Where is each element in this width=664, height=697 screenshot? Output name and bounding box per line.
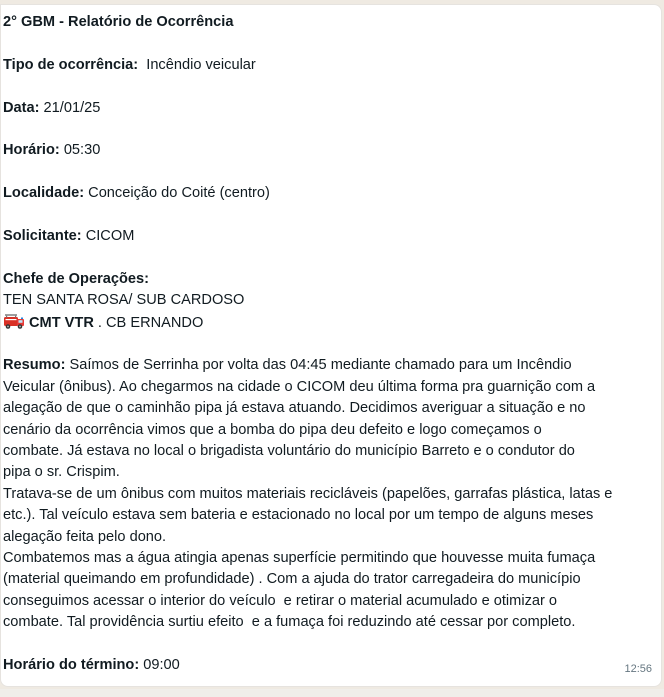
resumo-line: conseguimos acessar o interior do veículo e retirar o material acumulado e otimizar o [3, 592, 558, 609]
field-value: Incêndio veicular [138, 56, 256, 73]
resumo-line: combate. Tal providência surtiu efeito e a fumaça foi reduzindo até cessar por completo. [3, 614, 576, 631]
field-localidade [3, 183, 653, 204]
field-tipo [3, 55, 653, 76]
resumo-line: alegação de que o caminhão pipa já estava atuando. Decidimos averiguar a situação e no [3, 400, 586, 417]
field-label: Data: [3, 99, 40, 116]
field-solicitante [3, 226, 653, 247]
field-value: 09:00 [139, 657, 180, 674]
field-label: CMT VTR [29, 314, 94, 331]
field-value: CICOM [81, 227, 135, 244]
field-chefe-value: TEN SANTA ROSA/ SUB CARDOSO [3, 292, 245, 309]
message-bubble[interactable] [0, 4, 662, 687]
field-value: Conceição do Coité (centro) [84, 185, 270, 202]
field-termino [3, 655, 653, 676]
resumo-line: cenário da ocorrência vimos que a bomba do pipa deu defeito e logo começamos o [3, 421, 542, 438]
field-value: 21/01/25 [39, 99, 101, 116]
field-horario [3, 140, 653, 161]
resumo-line: pipa o sr. Crispim. [3, 464, 120, 481]
resumo-line: alegação feita pelo dono. [3, 528, 167, 545]
field-label: Localidade: [3, 185, 85, 202]
field-label: Resumo: [3, 357, 66, 374]
report-title: 2° GBM - Relatório de Ocorrência [3, 14, 234, 30]
field-value: . CB ERNANDO [93, 314, 204, 331]
resumo-line: combate. Já estava no local o brigadista voluntário do município Barreto e o condutor do [3, 443, 575, 460]
field-label: Solicitante: [3, 227, 82, 244]
resumo-line: (material queimando em profundidade) . Com a ajuda do trator carregadeira do município [3, 571, 581, 588]
field-label: Horário: [3, 142, 60, 159]
resumo-line: Resumo: Saímos de Serrinha por volta das 04:45 mediante chamado para um Incêndio [3, 357, 572, 374]
resumo-line: etc.). Tal veículo estava sem bateria e estacionado no local por um tempo de alguns meses [3, 507, 594, 524]
resumo-line: Combatemos mas a água atingia apenas superfície permitindo que houvesse muita fumaça [3, 550, 596, 567]
field-label: Tipo de ocorrência: [3, 56, 139, 73]
field-value: 05:30 [59, 142, 101, 159]
resumo-line: Tratava-se de um ônibus com muitos materiais recicláveis (papelões, garrafas plástica, latas e [3, 485, 613, 502]
message-timestamp: 12:56 [624, 662, 652, 675]
field-cmt [3, 312, 653, 334]
fire-engine-emoji-icon [3, 312, 25, 330]
chat-background-strip [0, 689, 664, 697]
resumo-section [3, 355, 653, 633]
field-label: Horário do término: [3, 657, 140, 674]
resumo-line: Veicular (ônibus). Ao chegarmos na cidade o CICOM deu última forma pra guarnição com a [3, 378, 596, 395]
field-chefe-label: Chefe de Operações: [3, 270, 149, 287]
field-data [3, 98, 653, 119]
